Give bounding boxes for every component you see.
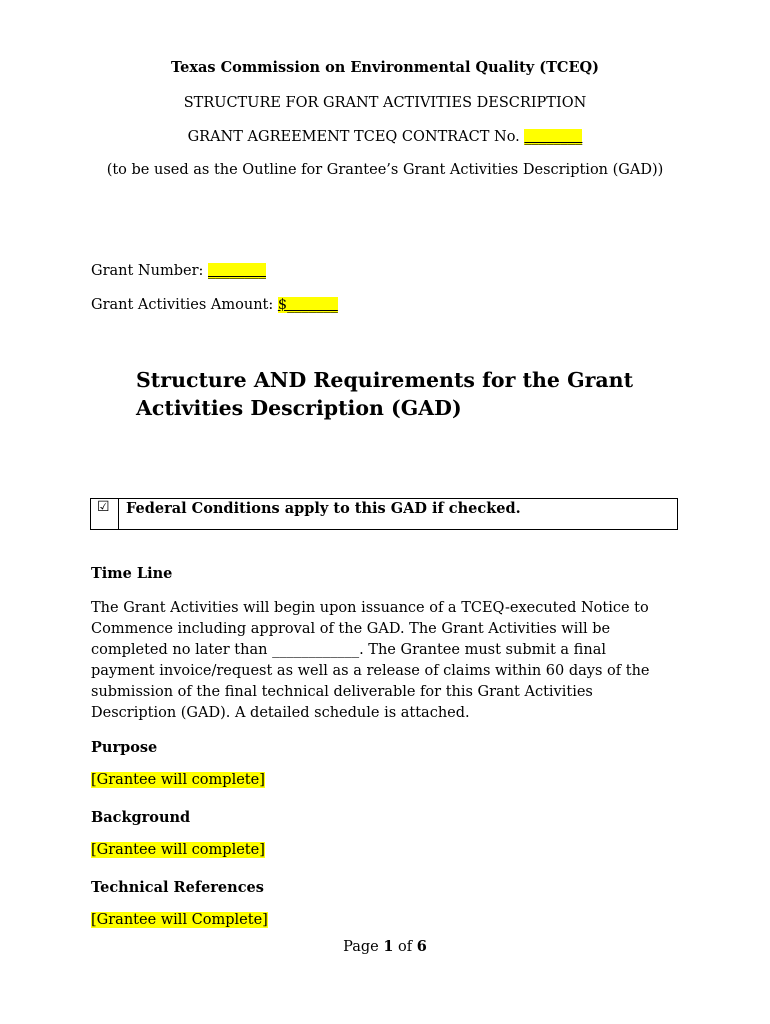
grant-number-blank[interactable]: ________ [208,263,266,279]
main-heading [136,366,696,422]
background-placeholder[interactable] [91,842,265,858]
checked-box-icon: ☑ [97,499,110,515]
time-line-heading: Time Line [91,565,173,582]
background-heading: Background [91,809,191,826]
agency-title: Texas Commission on Environmental Quality (TCEQ) [171,59,599,76]
purpose-placeholder[interactable] [91,772,265,788]
outline-note: (to be used as the Outline for Grantee’s Grant Activities Description (GAD)) [106,162,664,178]
grant-amount-blank[interactable]: $_______ [277,297,338,313]
contract-line [0,129,770,145]
structure-title: STRUCTURE FOR GRANT ACTIVITIES DESCRIPTION [183,95,587,111]
technical-references-heading: Technical References [91,879,264,896]
grant-number-label: Grant Number: [91,263,208,279]
contract-number-blank[interactable]: ________ [524,129,583,145]
main-heading-line2: Activities Description (GAD) [136,396,462,420]
time-line-text-line: completed no later than ____________. The Grantee must submit a final [91,642,606,658]
federal-conditions-text: Federal Conditions apply to this GAD if checked. [126,500,521,517]
time-line-text-line: Commence including approval of the GAD. The Grant Activities will be [91,621,611,637]
grant-amount-line [91,297,338,313]
time-line-text-line: The Grant Activities will begin upon issuance of a TCEQ-executed Notice to [91,600,649,616]
purpose-heading: Purpose [91,739,158,756]
time-line-text-line: Description (GAD). A detailed schedule is attached. [91,705,470,721]
time-line-text-line: payment invoice/request as well as a release of claims within 60 days of the [91,663,650,679]
page-total: 6 [416,938,427,955]
background-placeholder-text: [Grantee will complete] [91,842,265,858]
grant-amount-label: Grant Activities Amount: [91,297,278,313]
time-line-paragraph [91,598,691,724]
purpose-placeholder-text: [Grantee will complete] [91,772,265,788]
technical-references-placeholder[interactable] [91,912,268,928]
technical-references-placeholder-text: [Grantee will Complete] [91,912,268,928]
page-word: Page [343,939,384,955]
federal-conditions-checkbox[interactable] [91,499,119,529]
page-footer [0,938,770,955]
time-line-text-line: submission of the final technical deliverable for this Grant Activities [91,684,593,700]
grant-number-line [91,263,266,279]
federal-conditions-box [90,498,678,530]
main-heading-line1: Structure AND Requirements for the Grant [136,368,634,392]
contract-prefix: GRANT AGREEMENT TCEQ CONTRACT No. [187,129,525,145]
page-of: of [393,939,417,955]
page-current: 1 [383,938,394,955]
